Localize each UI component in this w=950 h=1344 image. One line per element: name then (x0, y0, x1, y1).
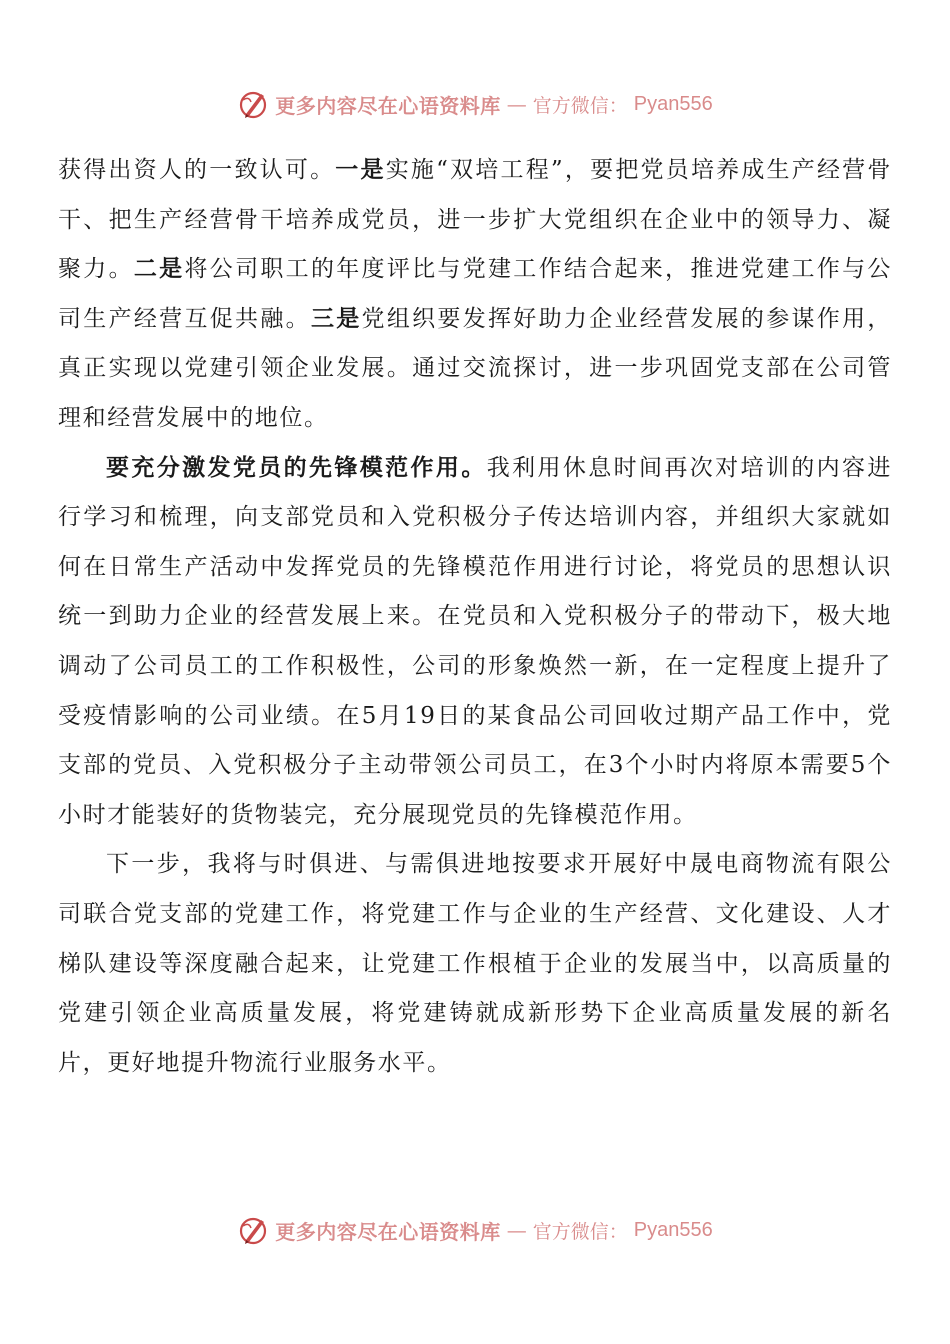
text-segment: 获得出资人的一致认可。 (58, 157, 336, 183)
paragraph-heading: 要充分激发党员的先锋模范作用。 (106, 454, 487, 481)
text-segment: 将公司职工的年度评比与党建工作结合起来，推进党建工作与公司生产经营互促共融。 (58, 256, 892, 332)
pen-logo-icon (237, 1214, 269, 1246)
pen-logo-icon (237, 88, 269, 120)
watermark-separator: — (506, 1218, 527, 1242)
emphasis-third: 三是 (310, 305, 362, 332)
text-segment: 党组织要发挥好助力企业经营发展的参谋作用，真正实现以党建引领企业发展。通过交流探讨，进一步巩固党支部在公司管理和经营发展中的地位。 (58, 305, 892, 431)
watermark-label: 官方微信： (532, 1220, 628, 1243)
watermark-label: 官方微信： (532, 94, 628, 117)
paragraph-2 (58, 444, 892, 841)
emphasis-second: 二是 (133, 256, 185, 283)
header-watermark (0, 84, 950, 124)
watermark-id: Pyan556 (633, 1218, 713, 1241)
watermark-id: Pyan556 (633, 92, 713, 115)
text-segment: 我利用休息时间再次对培训的内容进行学习和梳理，向支部党员和入党积极分子传达培训内容，并组织大家就如何在日常生产活动中发挥党员的先锋模范作用进行讨论，将党员的思想认识统一到助力企业的经营发展上来。在党员和入党积极分子的带动下，极大地调动了公司员工的工作积极性，公司的形象焕然一新，在一定程度上提升了受疫情影响的公司业绩。在5月19日的某食品公司回收过期产品工作中，党支部的党员、入党积极分子主动带领公司员工，在3个小时内将原本需要5个小时才能装好的货物装完，充分展现党员的先锋模范作用。 (58, 454, 892, 828)
footer-watermark (0, 1210, 950, 1250)
watermark-brand: 更多内容尽在心语资料库 (275, 93, 501, 118)
paragraph-3 (58, 840, 892, 1088)
emphasis-first: 一是 (335, 157, 386, 183)
watermark-separator: — (506, 92, 527, 116)
watermark-brand: 更多内容尽在心语资料库 (275, 1219, 501, 1244)
paragraph-1 (58, 146, 892, 444)
document-body (58, 146, 892, 1088)
text-segment: 下一步，我将与时俱进、与需俱进地按要求开展好中晟电商物流有限公司联合党支部的党建工作，将党建工作与企业的生产经营、文化建设、人才梯队建设等深度融合起来，让党建工作根植于企业的发展当中，以高质量的党建引领企业高质量发展，将党建铸就成新形势下企业高质量发展的新名片，更好地提升物流行业服务水平。 (58, 851, 892, 1076)
text-segment: 实施“双培工程”，要把党员培养成生产经营骨干、把生产经营骨干培养成党员，进一步扩大党组织在企业中的领导力、凝聚力。 (58, 157, 892, 283)
